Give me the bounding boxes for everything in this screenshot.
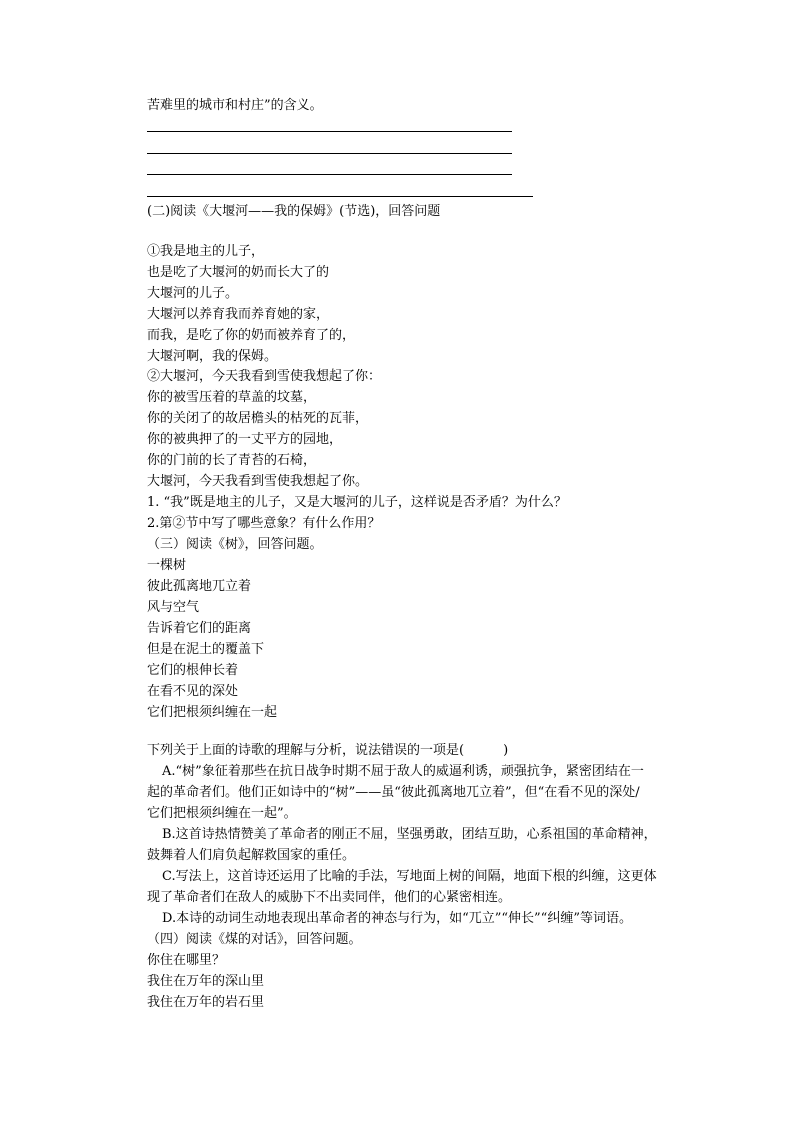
option-a-line: 它们把根须纠缠在一起”。 <box>147 806 297 821</box>
poem-line: 它们的根伸长着 <box>147 663 239 678</box>
poem-line: 你住在哪里？ <box>147 953 226 968</box>
question-item: 下列关于上面的诗歌的理解与分析，说法错误的一项是( ) <box>147 743 509 758</box>
section2-heading: (二)阅读《大堰河——我的保姆》(节选)，回答问题 <box>147 204 441 219</box>
poem-line: 你的被雪压着的草盖的坟墓， <box>147 390 317 405</box>
option-b-line: 鼓舞着人们肩负起解救国家的重任。 <box>147 848 356 863</box>
option-b-line: B.这首诗热情赞美了革命者的刚正不屈，坚强勇敢，团结互助，心系祖国的革命精神， <box>162 827 657 842</box>
option-a-line: 起的革命者们。他们正如诗中的“树”——虽“彼此孤离地兀立着”，但“在看不见的深处/ <box>147 785 640 800</box>
question-item: 2.第②节中写了哪些意象？有什么作用？ <box>147 516 381 531</box>
answer-line <box>147 196 533 197</box>
poem-line: 在看不见的深处 <box>147 684 239 699</box>
poem-line: 彼此孤离地兀立着 <box>147 579 252 594</box>
poem-line: 告诉着它们的距离 <box>147 621 252 636</box>
answer-line <box>147 174 512 175</box>
option-a-line: A.“树”象征着那些在抗日战争时期不屈于敌人的威逼利诱，顽强抗争，紧密团结在一 <box>162 764 644 779</box>
section4-heading: （四）阅读《煤的对话》，回答问题。 <box>147 932 362 947</box>
answer-line <box>147 153 512 154</box>
poem-line: 你的被典押了的一丈平方的园地， <box>147 432 343 447</box>
poem-line: 大堰河的儿子。 <box>147 286 239 301</box>
option-c-line: C.写法上，这首诗还运用了比喻的手法，写地面上树的间隔，地面下根的纠缠，这更体 <box>162 869 657 884</box>
poem-line: 你的关闭了的故居檐头的枯死的瓦菲， <box>147 411 369 426</box>
answer-line <box>147 131 512 132</box>
poem-line: 我住在万年的深山里 <box>147 974 265 989</box>
question-item: 1. “我”既是地主的儿子，又是大堰河的儿子，这样说是否矛盾？为什么？ <box>147 495 567 510</box>
poem-line: 大堰河啊，我的保姆。 <box>147 349 278 364</box>
section3-heading: （三）阅读《树》，回答问题。 <box>147 537 323 552</box>
poem-line: 而我，是吃了你的奶而被养育了的， <box>147 328 356 343</box>
poem-line: ②大堰河，今天我看到雪使我想起了你： <box>147 369 382 384</box>
poem-line: ①我是地主的儿子， <box>147 244 265 259</box>
poem-line: 也是吃了大堰河的奶而长大了的 <box>147 265 330 280</box>
poem-line: 大堰河，今天我看到雪使我想起了你。 <box>147 474 369 489</box>
poem-line: 一棵树 <box>147 558 187 573</box>
poem-line: 它们把根须纠缠在一起 <box>147 705 278 720</box>
option-c-line: 现了革命者们在敌人的威胁下不出卖同伴，他们的心紧密相连。 <box>147 890 512 905</box>
poem-line: 你的门前的长了青苔的石椅， <box>147 453 317 468</box>
poem-line: 大堰河以养育我而养育她的家， <box>147 307 330 322</box>
poem-line: 但是在泥土的覆盖下 <box>147 642 265 657</box>
question-tail: 苦难里的城市和村庄”的含义。 <box>147 98 323 113</box>
option-d-line: D.本诗的动词生动地表现出革命者的神态与行为，如“兀立”“伸长”“纠缠”等词语。 <box>162 911 632 926</box>
poem-line: 风与空气 <box>147 600 200 615</box>
poem-line: 我住在万年的岩石里 <box>147 995 265 1010</box>
